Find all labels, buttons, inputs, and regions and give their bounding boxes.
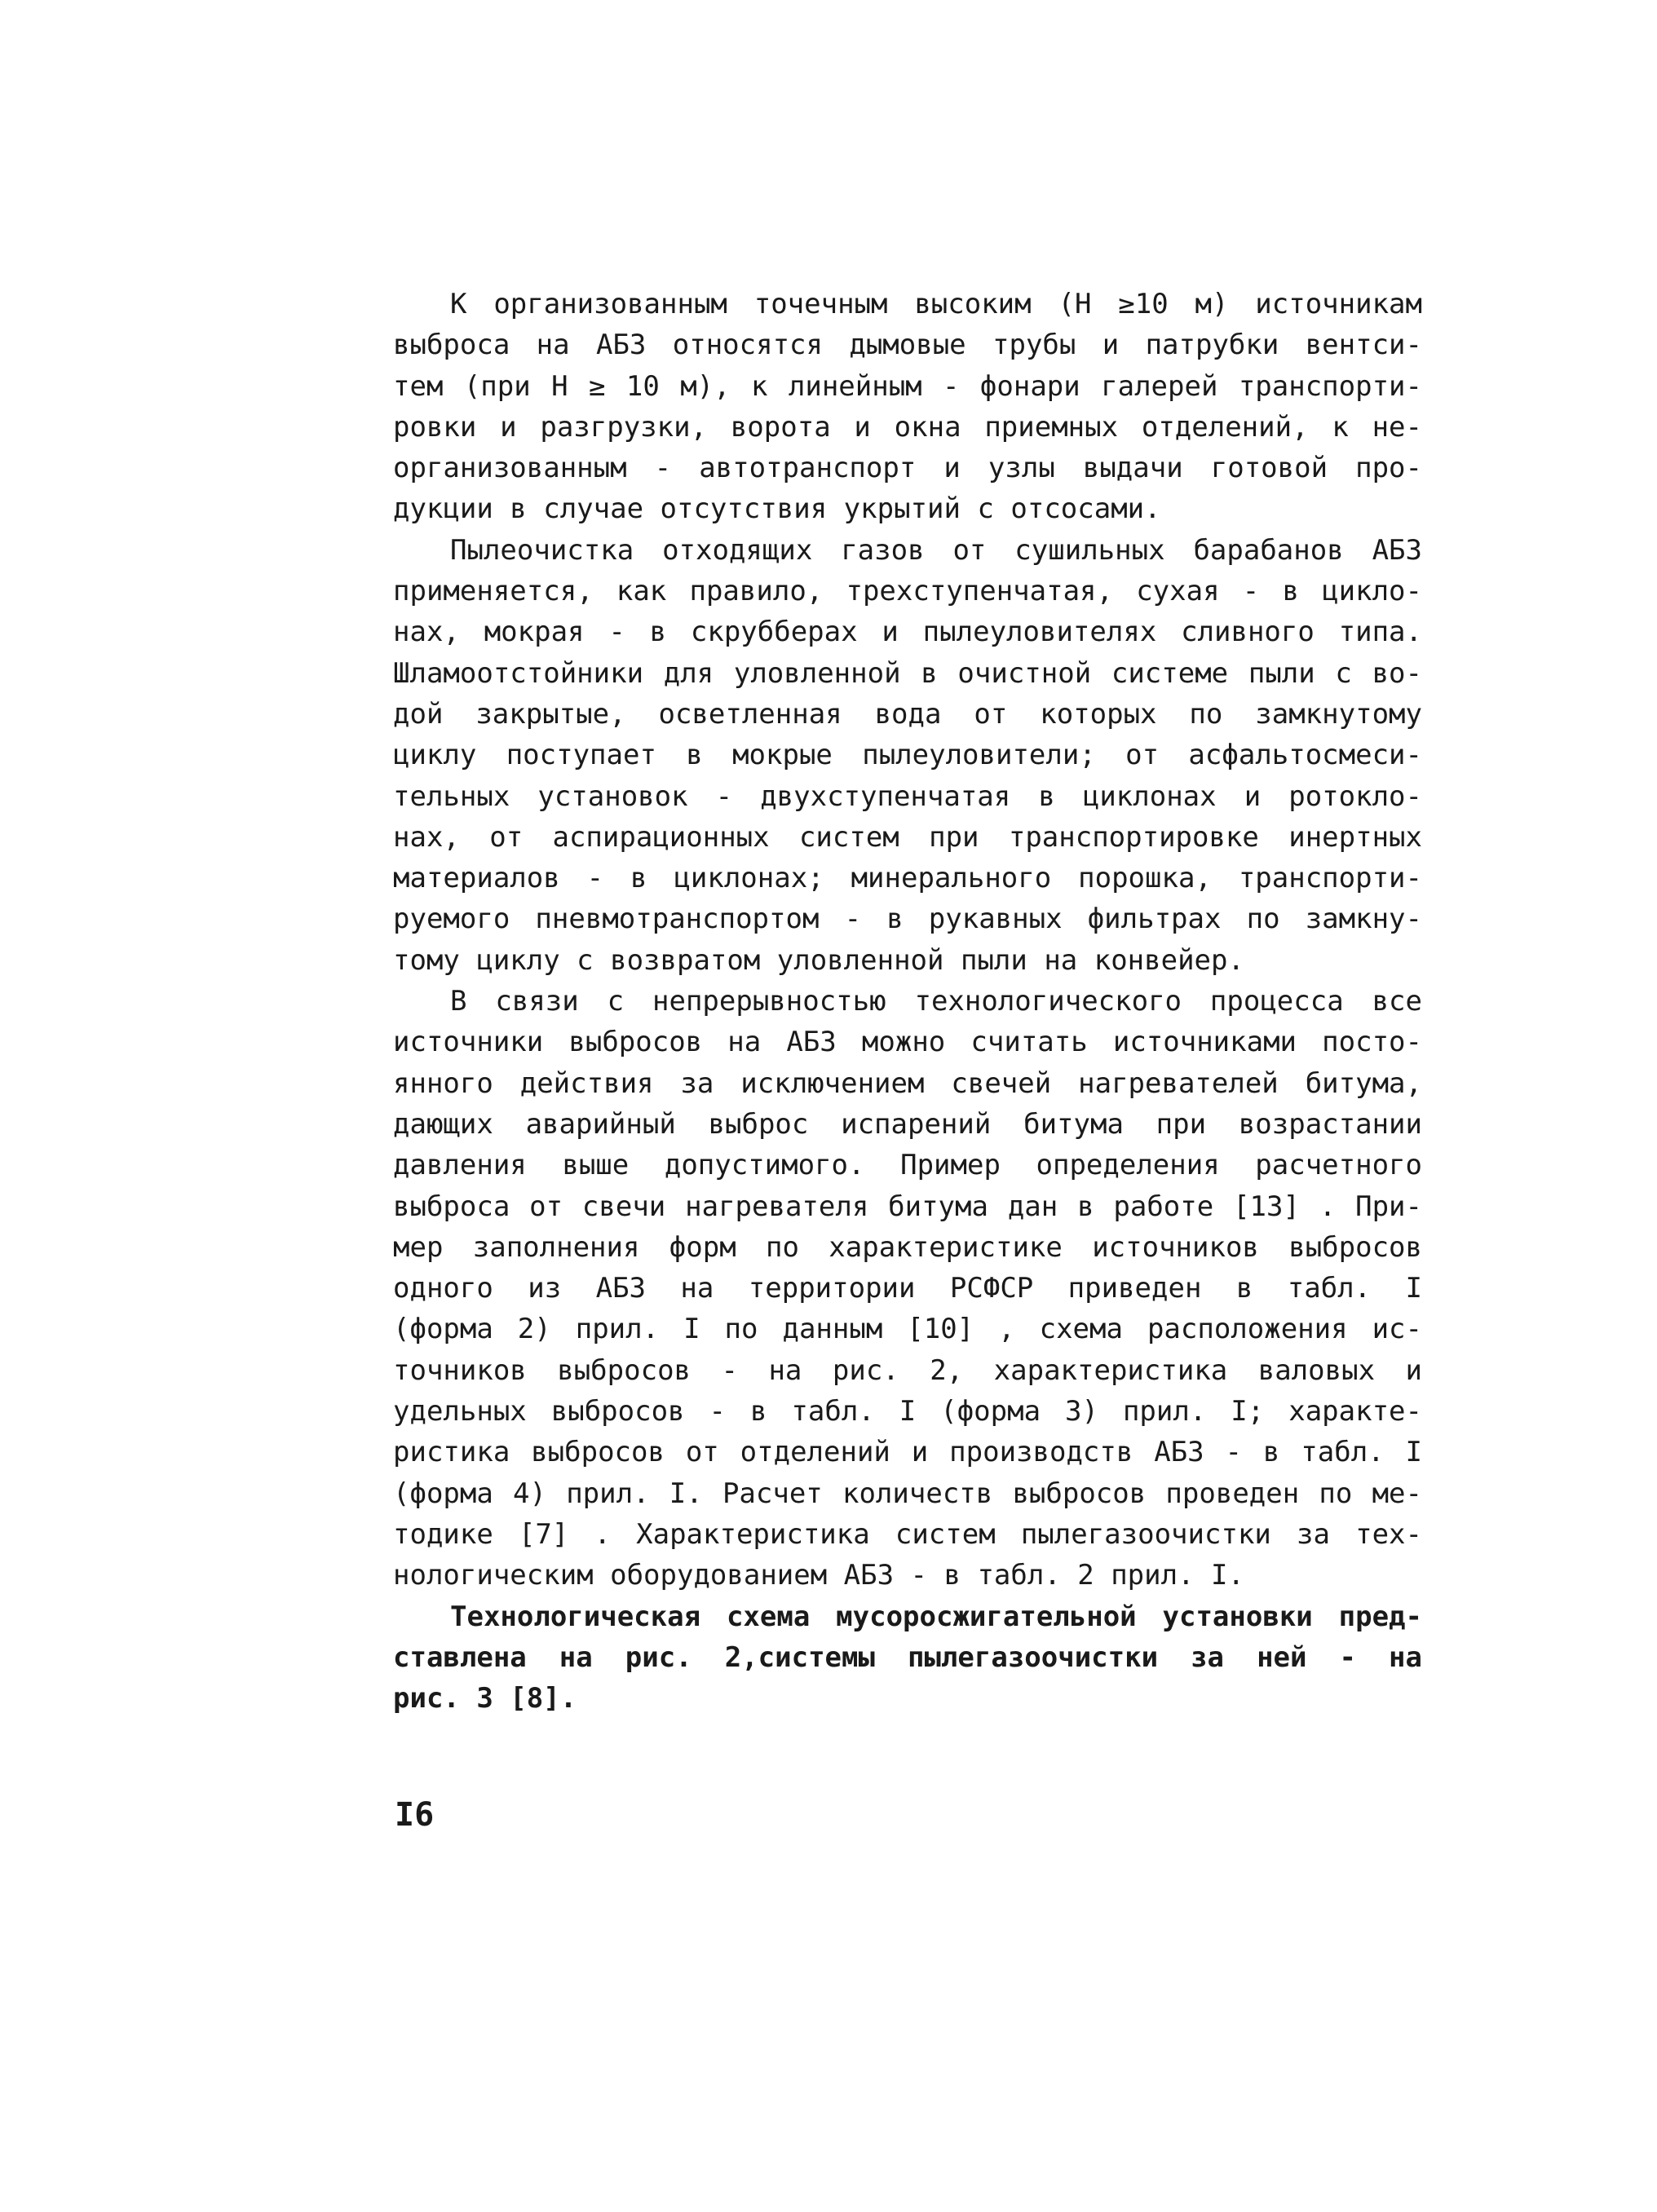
body-text xyxy=(393,284,1422,1719)
paragraph-4-line-1: Технологическая схема мусоросжигательной установки пред- xyxy=(450,1600,1422,1633)
paragraph-3-line-15: нологическим оборудованием АБЗ - в табл. 2 прил. I. xyxy=(393,1559,1244,1592)
paragraph-3-line-5: давления выше допустимого. Пример определения расчетного xyxy=(393,1149,1422,1182)
paragraph-2-line-9: материалов - в циклонах; минерального порошка, транспорти- xyxy=(393,862,1422,895)
paragraph-3-line-4: дающих аварийный выброс испарений битума при возрастании xyxy=(393,1107,1422,1141)
paragraph-1-line-6: дукции в случае отсутствия укрытий с отсосами. xyxy=(393,492,1161,526)
paragraph-2-line-3: нах, мокрая - в скрубберах и пылеуловителях сливного типа. xyxy=(393,616,1422,649)
paragraph-2-line-10: руемого пневмотранспортом - в рукавных фильтрах по замкну- xyxy=(393,903,1422,936)
paragraph-3-line-6: выброса от свечи нагревателя битума дан в работе [13] . При- xyxy=(393,1190,1422,1223)
paragraph-3-line-2: источники выбросов на АБЗ можно считать источниками посто- xyxy=(393,1026,1422,1059)
paragraph-3-line-8: одного из АБЗ на территории РСФСР приведен в табл. I xyxy=(393,1272,1422,1305)
paragraph-3-line-10: точников выбросов - на рис. 2, характеристика валовых и xyxy=(393,1353,1422,1387)
page-number: I6 xyxy=(395,1796,435,1834)
paragraph-3-line-14: тодике [7] . Характеристика систем пылегазоочистки за тех- xyxy=(393,1517,1422,1551)
paragraph-2-line-2: применяется, как правило, трехступенчатая, сухая - в цикло- xyxy=(393,575,1422,608)
paragraph-3-line-12: ристика выбросов от отделений и производств АБЗ - в табл. I xyxy=(393,1436,1422,1469)
paragraph-2-line-5: дой закрытые, осветленная вода от которых по замкнутому xyxy=(393,697,1422,731)
paragraph-2-line-4: Шламоотстойники для уловленной в очистной системе пыли с во- xyxy=(393,656,1422,690)
paragraph-2-line-6: циклу поступает в мокрые пылеуловители; от асфальтосмеси- xyxy=(393,739,1422,772)
paragraph-3-line-9: (форма 2) прил. I по данным [10] , схема расположения ис- xyxy=(393,1313,1422,1346)
paragraph-1-line-4: ровки и разгрузки, ворота и окна приемных отделений, к не- xyxy=(393,410,1422,444)
paragraph-3-line-1: В связи с непрерывностью технологического процесса все xyxy=(450,985,1422,1018)
paragraph-2-line-1: Пылеочистка отходящих газов от сушильных барабанов АБЗ xyxy=(450,533,1422,567)
paragraph-2-line-8: нах, от аспирационных систем при транспортировке инертных xyxy=(393,820,1422,854)
paragraph-4-line-2: ставлена на рис. 2,системы пылегазоочистки за ней - на xyxy=(393,1640,1422,1674)
paragraph-3-line-3: янного действия за исключением свечей нагревателей битума, xyxy=(393,1066,1422,1100)
paragraph-1-line-3: тем (при Н ≥ 10 м), к линейным - фонари галерей транспорти- xyxy=(393,369,1422,403)
paragraph-1-line-5: организованным - автотранспорт и узлы выдачи готовой про- xyxy=(393,452,1422,485)
paragraph-3-line-7: мер заполнения форм по характеристике источников выбросов xyxy=(393,1230,1422,1264)
paragraph-1-line-1: К организованным точечным высоким (Н ≥10 м) источникам xyxy=(450,288,1422,320)
paragraph-2-line-11: тому циклу с возвратом уловленной пыли на конвейер. xyxy=(393,943,1244,977)
paragraph-1-line-2: выброса на АБЗ относятся дымовые трубы и патрубки вентси- xyxy=(393,329,1422,362)
paragraph-4-line-3: рис. 3 [8]. xyxy=(393,1682,577,1715)
paragraph-3-line-11: удельных выбросов - в табл. I (форма 3) прил. I; характе- xyxy=(393,1395,1422,1428)
paragraph-2-line-7: тельных установок - двухступенчатая в циклонах и ротокло- xyxy=(393,779,1422,813)
paragraph-3-line-13: (форма 4) прил. I. Расчет количеств выбросов проведен по ме- xyxy=(393,1477,1422,1510)
